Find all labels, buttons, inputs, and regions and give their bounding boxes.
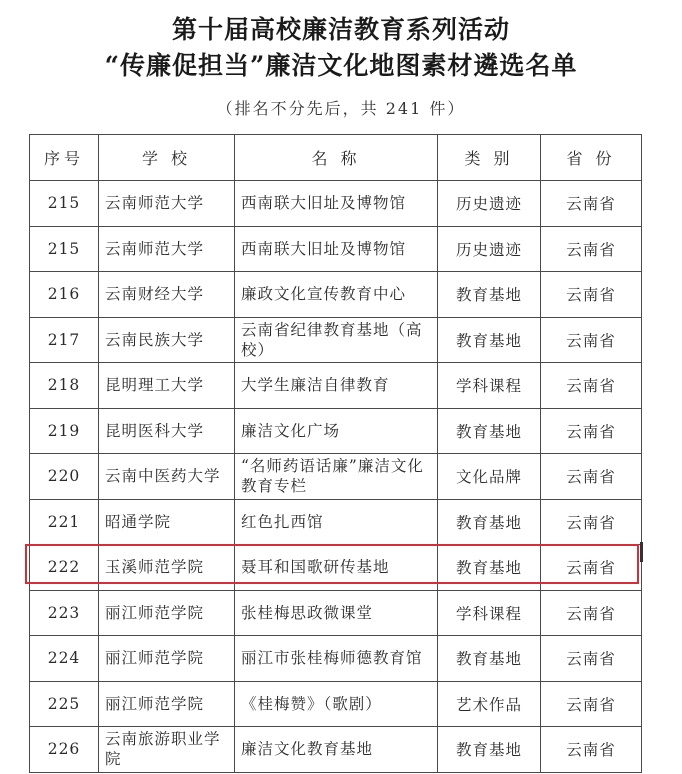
cell-province: 云南省 (541, 317, 642, 363)
cell-school: 昆明理工大学 (99, 363, 235, 409)
cell-name: 云南省纪律教育基地（高校） (235, 317, 438, 363)
cell-school: 丽江师范学院 (99, 681, 235, 727)
cell-name: 红色扎西馆 (235, 499, 438, 545)
cell-province: 云南省 (541, 636, 642, 682)
cell-province: 云南省 (541, 454, 642, 500)
table-row (30, 681, 642, 727)
cell-province: 云南省 (541, 363, 642, 409)
column-header-province: 省 份 (541, 135, 642, 181)
cell-name: 大学生廉洁自律教育 (235, 363, 438, 409)
cell-school: 昆明医科大学 (99, 408, 235, 454)
cell-province: 云南省 (541, 272, 642, 318)
cell-name: “名师药语话廉”廉洁文化教育专栏 (235, 454, 438, 500)
cell-school: 云南中医药大学 (99, 454, 235, 500)
cell-name: 丽江市张桂梅师德教育馆 (235, 636, 438, 682)
cell-category: 教育基地 (438, 727, 541, 773)
table-row (30, 272, 642, 318)
document-subtitle: （排名不分先后，共 241 件） (216, 99, 466, 118)
cell-category: 艺术作品 (438, 681, 541, 727)
cell-school: 昭通学院 (99, 499, 235, 545)
cell-category: 教育基地 (438, 499, 541, 545)
cell-category: 学科课程 (438, 363, 541, 409)
cell-name: 廉洁文化广场 (235, 408, 438, 454)
column-header-name: 名 称 (235, 135, 438, 181)
cell-category: 教育基地 (438, 545, 541, 591)
cell-no: 223 (30, 590, 99, 636)
cell-no: 215 (30, 226, 99, 272)
cell-no: 225 (30, 681, 99, 727)
cell-name: 《桂梅赞》（歌剧） (235, 681, 438, 727)
cell-category: 教育基地 (438, 317, 541, 363)
cell-school: 玉溪师范学院 (99, 545, 235, 591)
column-header-school: 学 校 (99, 135, 235, 181)
cell-no: 226 (30, 727, 99, 773)
cell-province: 云南省 (541, 408, 642, 454)
column-header-no: 序号 (30, 135, 99, 181)
table-row (30, 454, 642, 500)
table-row (30, 363, 642, 409)
cell-name: 聂耳和国歌研传基地 (235, 545, 438, 591)
cell-category: 教育基地 (438, 272, 541, 318)
cell-name: 西南联大旧址及博物馆 (235, 181, 438, 227)
cell-province: 云南省 (541, 681, 642, 727)
cell-province: 云南省 (541, 226, 642, 272)
document-title-line1: 第十届高校廉洁教育系列活动 (171, 15, 510, 44)
cell-province: 云南省 (541, 499, 642, 545)
cell-name: 西南联大旧址及博物馆 (235, 226, 438, 272)
cell-province: 云南省 (541, 181, 642, 227)
cell-school: 云南师范大学 (99, 226, 235, 272)
cell-no: 216 (30, 272, 99, 318)
cell-province: 云南省 (541, 590, 642, 636)
table-row (30, 499, 642, 545)
cell-category: 历史遗迹 (438, 226, 541, 272)
cell-category: 文化品牌 (438, 454, 541, 500)
cell-name: 张桂梅思政微课堂 (235, 590, 438, 636)
table-row (30, 727, 642, 773)
cursor-mark (640, 542, 643, 562)
document-title-line2: “传廉促担当”廉洁文化地图素材遴选名单 (104, 51, 578, 80)
cell-no: 224 (30, 636, 99, 682)
cell-name: 廉洁文化教育基地 (235, 727, 438, 773)
cell-province: 云南省 (541, 545, 642, 591)
table-row (30, 317, 642, 363)
table-row (30, 636, 642, 682)
cell-school: 云南师范大学 (99, 181, 235, 227)
cell-school: 云南民族大学 (99, 317, 235, 363)
table-row (30, 408, 642, 454)
cell-school: 丽江师范学院 (99, 636, 235, 682)
table-row (30, 181, 642, 227)
cell-no: 218 (30, 363, 99, 409)
cell-no: 222 (30, 545, 99, 591)
cell-no: 217 (30, 317, 99, 363)
cell-school: 丽江师范学院 (99, 590, 235, 636)
cell-category: 教育基地 (438, 408, 541, 454)
cell-school: 云南财经大学 (99, 272, 235, 318)
cell-no: 219 (30, 408, 99, 454)
table-row (30, 545, 642, 591)
table-row (30, 590, 642, 636)
cell-no: 215 (30, 181, 99, 227)
cell-name: 廉政文化宣传教育中心 (235, 272, 438, 318)
cell-no: 221 (30, 499, 99, 545)
cell-category: 历史遗迹 (438, 181, 541, 227)
cell-no: 220 (30, 454, 99, 500)
cell-school: 云南旅游职业学院 (99, 727, 235, 773)
cell-category: 教育基地 (438, 636, 541, 682)
cell-province: 云南省 (541, 727, 642, 773)
table-row (30, 226, 642, 272)
column-header-category: 类 别 (438, 135, 541, 181)
selection-list-table (29, 134, 642, 773)
cell-category: 学科课程 (438, 590, 541, 636)
table-header-row (30, 135, 642, 181)
